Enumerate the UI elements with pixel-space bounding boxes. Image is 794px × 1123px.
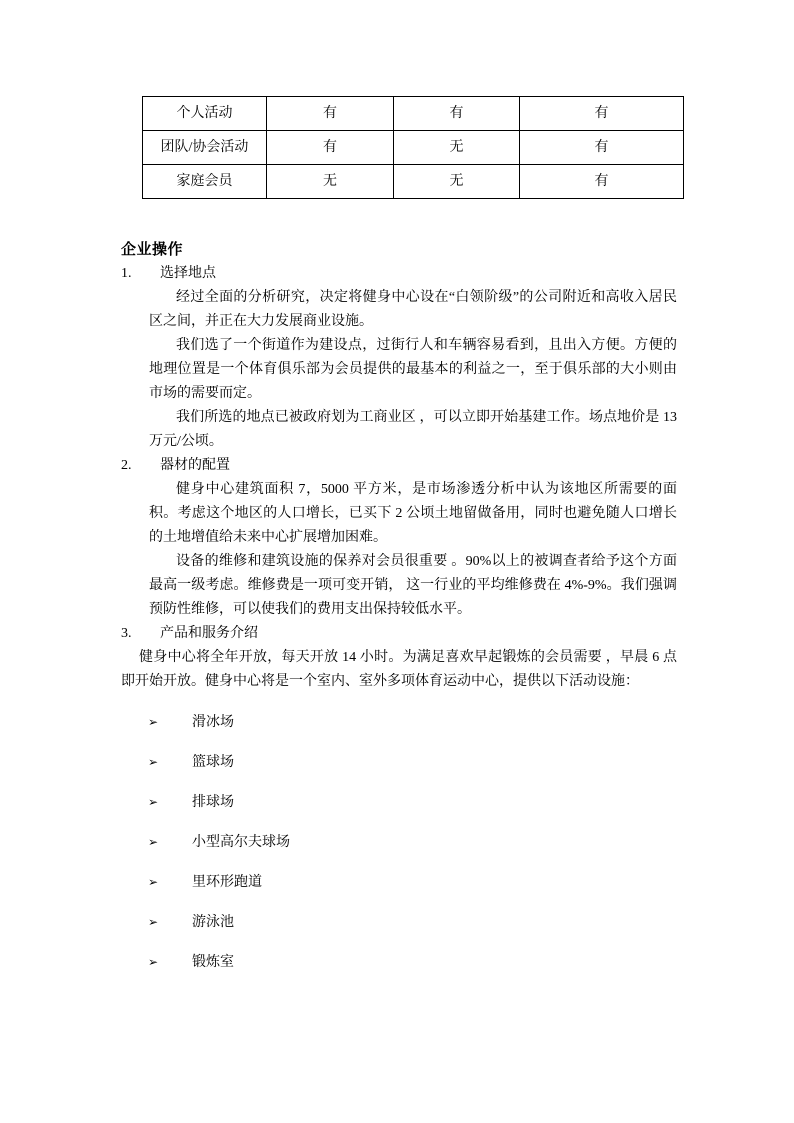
value-cell: 无 [267,165,394,199]
value-cell: 有 [394,97,520,131]
facility-label: 篮球场 [192,755,234,770]
value-cell: 有 [520,131,684,165]
paragraph: 我们所选的地点已被政府划为工商业区 ，可以立即开始基建工作。场点地价是 13 万元/公顷。 [149,410,677,449]
arrow-bullet-icon: ➢ [148,955,159,969]
value-cell: 无 [394,131,520,165]
row-label-cell: 家庭会员 [143,165,267,199]
membership-comparison-table [142,96,684,199]
table-row [143,97,684,131]
paragraph: 经过全面的分析研究，决定将健身中心设在“白领阶级”的公司附近和高收入居民区之间，并正在大力发展商业设施。 [149,290,677,329]
facility-label: 排球场 [192,795,234,810]
item-title: 器材的配置 [160,458,230,473]
numbered-item-1 [121,262,677,286]
row-label-cell: 团队/协会活动 [143,131,267,165]
paragraph: 健身中心建筑面积 7，5000 平方米，是市场渗透分析中认为该地区所需要的面积。考虑这个地区的人口增长，已买下 2 公顷土地留做备用，同时也避免随人口增长的土地增值给未来中心扩展增加困难。 [149,482,677,545]
list-item [121,902,677,942]
arrow-bullet-icon: ➢ [148,715,159,729]
list-item [121,822,677,862]
list-item [121,862,677,902]
value-cell: 有 [267,131,394,165]
arrow-bullet-icon: ➢ [148,915,159,929]
item-number: 1. [121,266,132,281]
value-cell: 有 [267,97,394,131]
facilities-list [121,702,677,982]
numbered-item-2 [121,454,677,478]
table-row [143,131,684,165]
value-cell: 有 [520,97,684,131]
facility-label: 小型高尔夫球场 [192,835,290,850]
arrow-bullet-icon: ➢ [148,835,159,849]
arrow-bullet-icon: ➢ [148,795,159,809]
numbered-item-3 [121,622,677,646]
paragraph: 我们选了一个街道作为建设点，过街行人和车辆容易看到，且出入方便。方便的地理位置是一个体育俱乐部为会员提供的最基本的利益之一，至于俱乐部的大小则由市场的需要而定。 [149,338,677,401]
paragraph: 健身中心将全年开放，每天开放 14 小时。为满足喜欢早起锻炼的会员需要 ，早晨 6 点即开始开放。健身中心将是一个室内、室外多项体育运动中心，提供以下活动设施： [121,650,677,689]
facility-label: 里环形跑道 [192,875,262,890]
row-label-cell: 个人活动 [143,97,267,131]
facility-label: 游泳池 [192,915,234,930]
document-body [121,238,677,982]
table-row [143,165,684,199]
arrow-bullet-icon: ➢ [148,755,159,769]
paragraph: 设备的维修和建筑设施的保养对会员很重要 。90%以上的被调查者给予这个方面最高一级考虑。维修费是一项可变开销， 这一行业的平均维修费在 4%-9%。我们强调预防性维修，可以使我们的费用支出保持较低水平。 [149,554,677,617]
facility-label: 锻炼室 [192,955,234,970]
item-number: 3. [121,626,132,641]
facility-label: 滑冰场 [192,715,234,730]
item-title: 产品和服务介绍 [160,626,258,641]
list-item [121,702,677,742]
item-number: 2. [121,458,132,473]
value-cell: 无 [394,165,520,199]
list-item [121,782,677,822]
list-item [121,942,677,982]
item-title: 选择地点 [160,266,216,281]
value-cell: 有 [520,165,684,199]
arrow-bullet-icon: ➢ [148,875,159,889]
list-item [121,742,677,782]
section-heading: 企业操作 [121,242,184,258]
